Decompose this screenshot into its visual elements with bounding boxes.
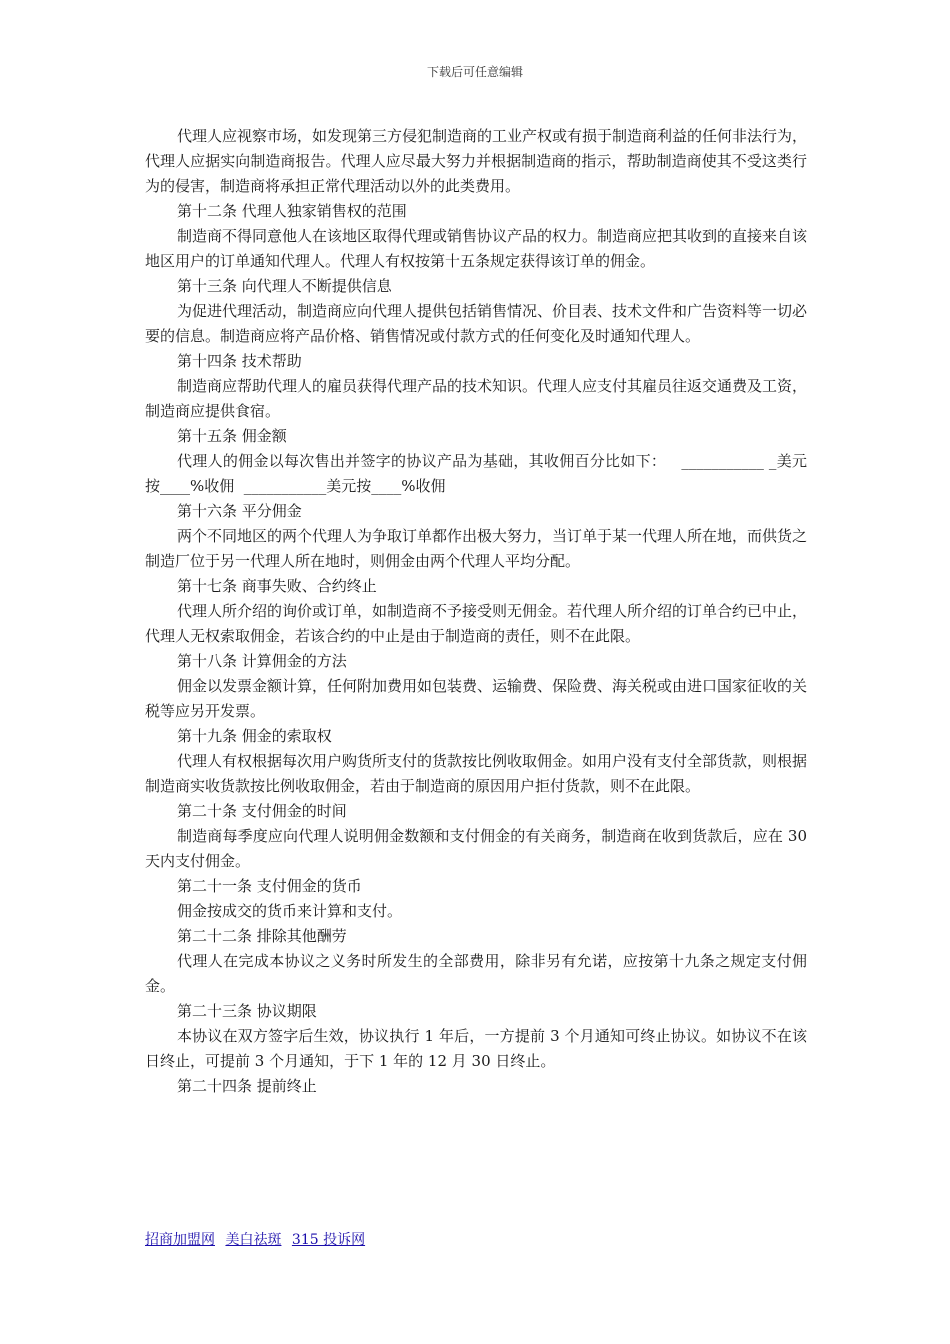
paragraph: 两个不同地区的两个代理人为争取订单都作出极大努力，当订单于某一代理人所在地，而供货之制造厂位于另一代理人所在地时，则佣金由两个代理人平均分配。 (145, 527, 808, 570)
paragraph: 代理人的佣金以每次售出并签字的协议产品为基础，其收佣百分比如下： ___________ _美元按____%收佣 ___________美元按____%收佣 (145, 452, 807, 495)
footer-links (145, 1231, 371, 1249)
article-heading: 第十八条 计算佣金的方法 (177, 652, 347, 670)
article-heading: 第十二条 代理人独家销售权的范围 (177, 202, 407, 220)
paragraph: 代理人有权根据每次用户购货所支付的货款按比例收取佣金。如用户没有支付全部货款，则根据制造商实收货款按比例收取佣金，若由于制造商的原因用户拒付货款，则不在此限。 (145, 752, 808, 795)
page-header: 下载后可任意编辑 (426, 65, 523, 79)
article-heading: 第二十二条 排除其他酬劳 (177, 927, 347, 945)
article-heading: 第二十四条 提前终止 (177, 1077, 317, 1095)
article-heading: 第十三条 向代理人不断提供信息 (177, 277, 392, 295)
footer-link-franchise[interactable]: 招商加盟网 (145, 1232, 215, 1248)
paragraph: 制造商每季度应向代理人说明佣金数额和支付佣金的有关商务，制造商在收到货款后，应在 30 天内支付佣金。 (145, 827, 812, 870)
paragraph: 代理人在完成本协议之义务时所发生的全部费用，除非另有允诺，应按第十九条之规定支付佣金。 (145, 952, 807, 995)
article-heading: 第十六条 平分佣金 (177, 502, 302, 520)
paragraph: 制造商不得同意他人在该地区取得代理或销售协议产品的权力。制造商应把其收到的直接来自该地区用户的订单通知代理人。代理人有权按第十五条规定获得该订单的佣金。 (145, 227, 808, 270)
article-heading: 第十九条 佣金的索取权 (177, 727, 332, 745)
footer-link-complaint[interactable]: 315 投诉网 (291, 1232, 366, 1248)
document-body (145, 124, 812, 1099)
article-heading: 第二十条 支付佣金的时间 (177, 802, 347, 820)
footer-link-whitening[interactable]: 美白祛斑 (225, 1232, 282, 1248)
paragraph: 佣金按成交的货币来计算和支付。 (177, 902, 403, 920)
paragraph: 代理人应视察市场，如发现第三方侵犯制造商的工业产权或有损于制造商利益的任何非法行为，代理人应据实向制造商报告。代理人应尽最大努力并根据制造商的指示，帮助制造商使其不受这类行为的侵害，制造商将承担正常代理活动以外的此类费用。 (145, 127, 808, 195)
article-heading: 第十七条 商事失败、合约终止 (177, 577, 377, 595)
paragraph: 为促进代理活动，制造商应向代理人提供包括销售情况、价目表、技术文件和广告资料等一切必要的信息。制造商应将产品价格、销售情况或付款方式的任何变化及时通知代理人。 (145, 302, 808, 345)
paragraph: 佣金以发票金额计算，任何附加费用如包装费、运输费、保险费、海关税或由进口国家征收的关税等应另开发票。 (145, 677, 808, 720)
article-heading: 第二十一条 支付佣金的货币 (177, 877, 362, 895)
paragraph: 本协议在双方签字后生效，协议执行 1 年后，一方提前 3 个月通知可终止协议。如协议不在该日终止，可提前 3 个月通知，于下 1 年的 12 月 30 日终止。 (145, 1027, 807, 1070)
paragraph: 制造商应帮助代理人的雇员获得代理产品的技术知识。代理人应支付其雇员往返交通费及工资，制造商应提供食宿。 (145, 377, 808, 420)
article-heading: 第二十三条 协议期限 (177, 1002, 317, 1020)
article-heading: 第十五条 佣金额 (177, 427, 287, 445)
paragraph: 代理人所介绍的询价或订单，如制造商不予接受则无佣金。若代理人所介绍的订单合约已中止，代理人无权索取佣金，若该合约的中止是由于制造商的责任，则不在此限。 (145, 602, 808, 645)
article-heading: 第十四条 技术帮助 (177, 352, 302, 370)
